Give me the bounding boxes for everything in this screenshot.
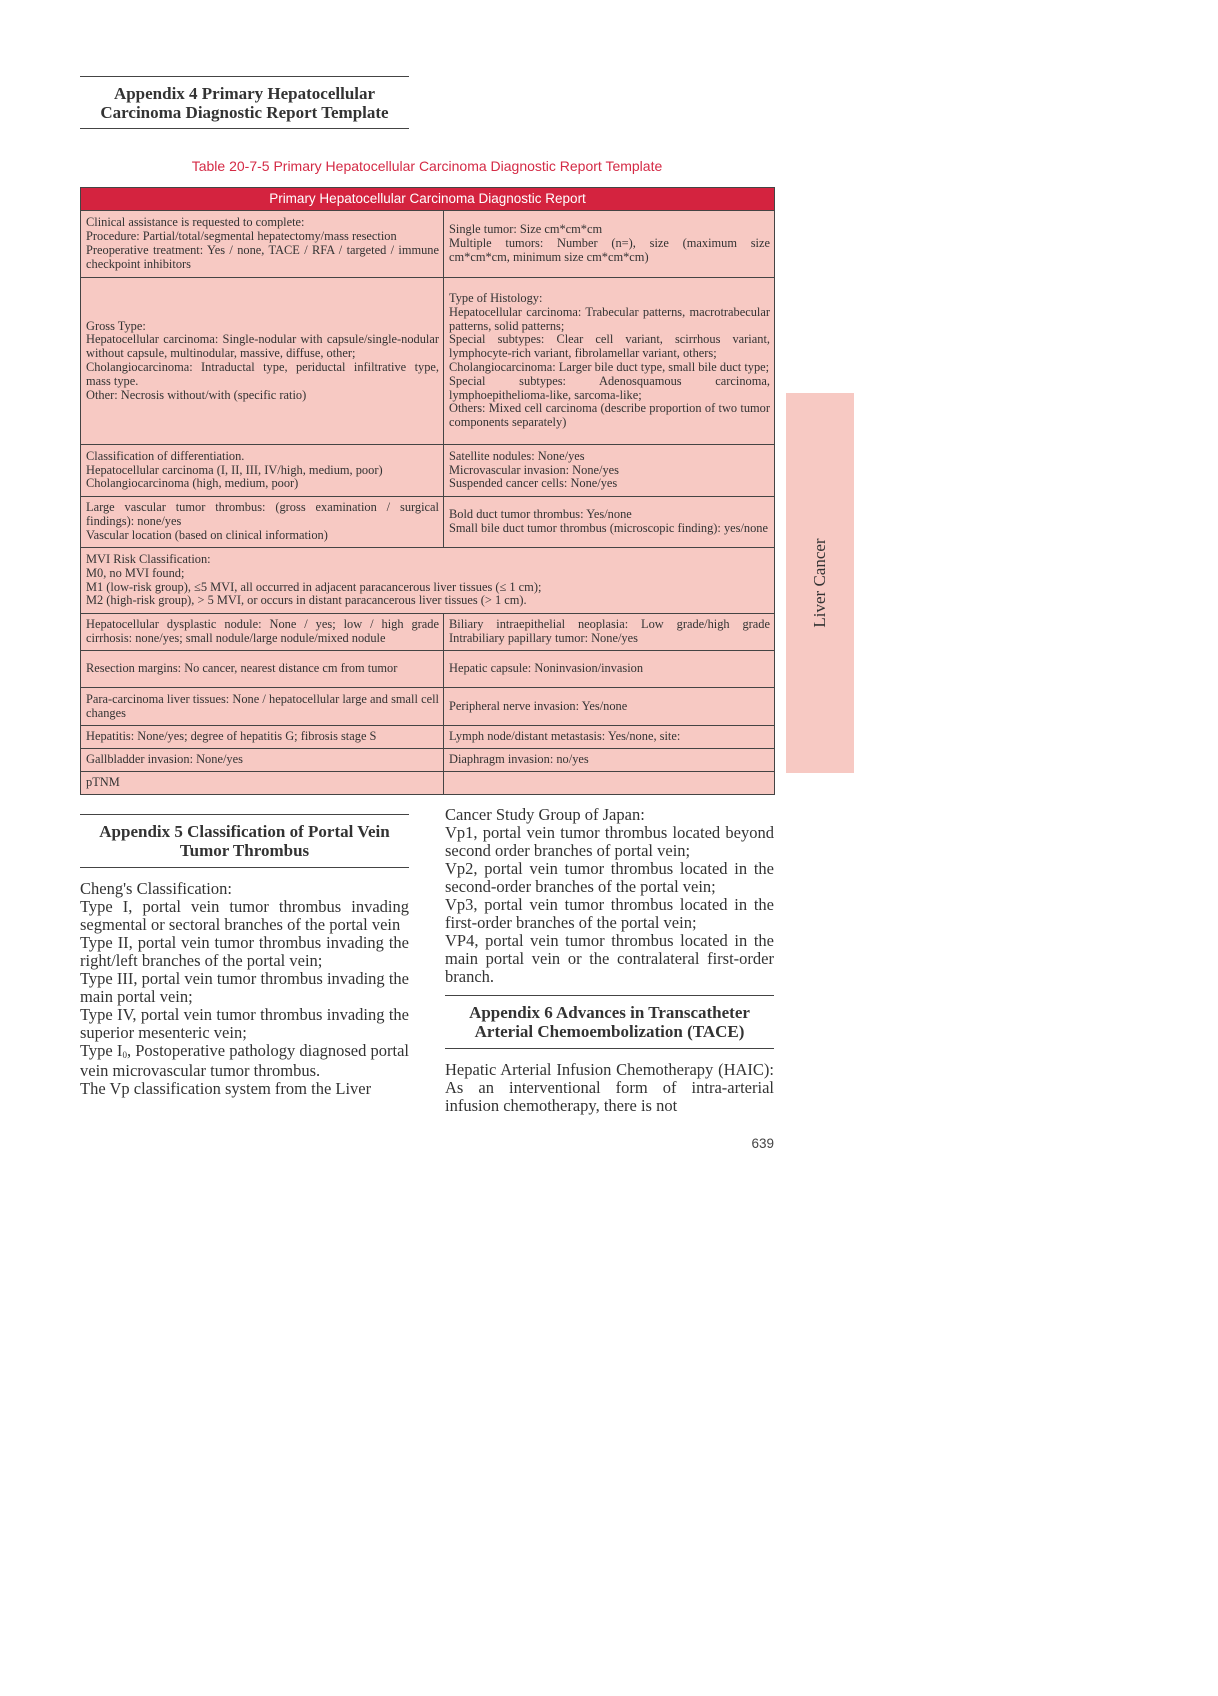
- paragraph-type-i0: [80, 1042, 409, 1080]
- cell-line: Bold duct tumor thrombus: Yes/none: [449, 507, 632, 522]
- table-row: [81, 497, 775, 548]
- cell-line: Cholangiocarcinoma: Larger bile duct type, small bile duct type;: [449, 360, 770, 374]
- cell-line: Procedure: Partial/total/segmental hepatectomy/mass resection: [86, 229, 397, 244]
- cell-line: Hepatocellular carcinoma (I, II, III, IV/high, medium, poor): [86, 462, 383, 477]
- appendix4-heading-line2: Carcinoma Diagnostic Report Template: [100, 102, 389, 122]
- paragraph: Hepatic Arterial Infusion Chemotherapy (HAIC): As an interventional form of intra-arterial infusion chemotherapy, there is not: [445, 1060, 774, 1115]
- table-cell: Hepatic capsule: Noninvasion/invasion: [444, 651, 775, 688]
- table-cell: [444, 211, 775, 278]
- table-row: [81, 749, 775, 772]
- appendix5-body-continued: [445, 806, 774, 986]
- paragraph: Vp1, portal vein tumor thrombus located beyond second order branches of portal vein;: [445, 823, 774, 860]
- cell-line: Vascular location (based on clinical information): [86, 527, 328, 542]
- table-row: [81, 614, 775, 651]
- paragraph: Type II, portal vein tumor thrombus invading the right/left branches of the portal vein;: [80, 933, 409, 970]
- diagnostic-report-table: [80, 187, 775, 795]
- table-row: [81, 445, 775, 497]
- appendix5-body: [80, 880, 409, 1098]
- appendix5-heading-line1: Appendix 5 Classification of Portal Vein: [99, 822, 390, 841]
- appendix6-heading-line1: Appendix 6 Advances in Transcatheter: [469, 1003, 750, 1022]
- cell-line: Preoperative treatment: Yes / none, TACE / RFA / targeted / immune checkpoint inhibitors: [86, 243, 439, 271]
- table-cell: [81, 211, 444, 278]
- cell-line: Others: Mixed cell carcinoma (describe proportion of two tumor components separately): [449, 401, 770, 430]
- cell-line: Large vascular tumor thrombus: (gross examination / surgical findings): none/yes: [86, 500, 439, 529]
- cell-line: Clinical assistance is requested to complete:: [86, 215, 305, 230]
- cell-line: Hepatocellular carcinoma: Single-nodular with capsule/single-nodular without capsule, multinodular, massive, diffuse, other;: [86, 332, 439, 361]
- table-row: [81, 651, 775, 688]
- paragraph: Vp2, portal vein tumor thrombus located in the second-order branches of the portal vein;: [445, 859, 774, 896]
- cell-line: Suspended cancer cells: None/yes: [449, 476, 618, 491]
- cell-line: M1 (low-risk group), ≤5 MVI, all occurred in adjacent paracancerous liver tissues (≤ 1 cm);: [86, 579, 542, 594]
- appendix6-heading-line2: Arterial Chemoembolization (TACE): [474, 1022, 745, 1041]
- table-cell-mvi: [81, 548, 775, 614]
- paragraph: VP4, portal vein tumor thrombus located in the main portal vein or the contralateral first-order branch.: [445, 931, 774, 986]
- table-caption: Table 20-7-5 Primary Hepatocellular Carcinoma Diagnostic Report Template: [191, 158, 663, 174]
- table-row: [81, 211, 775, 278]
- paragraph: Cheng's Classification:: [80, 879, 232, 898]
- table-cell: pTNM: [81, 772, 444, 795]
- paragraph: Type IV, portal vein tumor thrombus invading the superior mesenteric vein;: [80, 1005, 409, 1042]
- cell-line: Single tumor: Size cm*cm*cm: [449, 222, 603, 237]
- table-cell: [444, 278, 775, 445]
- appendix6-body: [445, 1061, 774, 1115]
- table-row: [81, 726, 775, 749]
- side-tab: [786, 393, 854, 773]
- paragraph: Vp3, portal vein tumor thrombus located in the first-order branches of the portal vein;: [445, 895, 774, 932]
- paragraph: Type III, portal vein tumor thrombus invading the main portal vein;: [80, 969, 409, 1006]
- table-cell: [444, 497, 775, 548]
- table-cell: Lymph node/distant metastasis: Yes/none, site:: [444, 726, 775, 749]
- table-row: [81, 688, 775, 726]
- table-cell: Para-carcinoma liver tissues: None / hepatocellular large and small cell changes: [81, 688, 444, 726]
- cell-line: Gross Type:: [86, 318, 146, 333]
- appendix5-heading: [80, 814, 409, 868]
- type-i0-text: , Postoperative pathology diagnosed portal vein microvascular tumor thrombus.: [80, 1041, 409, 1080]
- table-cell: [444, 772, 775, 795]
- table-cell: Gallbladder invasion: None/yes: [81, 749, 444, 772]
- cell-line: M0, no MVI found;: [86, 565, 185, 580]
- cell-line: MVI Risk Classification:: [86, 551, 211, 566]
- cell-line: Satellite nodules: None/yes: [449, 448, 585, 463]
- table-row: [81, 278, 775, 445]
- table-cell: [81, 497, 444, 548]
- cell-line: Other: Necrosis without/with (specific ratio): [86, 387, 307, 402]
- table-cell: Diaphragm invasion: no/yes: [444, 749, 775, 772]
- cell-line: Type of Histology:: [449, 291, 543, 306]
- side-tab-label: Liver Cancer: [810, 538, 829, 628]
- appendix6-heading: [445, 995, 774, 1049]
- cell-line: Microvascular invasion: None/yes: [449, 462, 619, 477]
- cell-line: Small bile duct tumor thrombus (microscopic finding): yes/none: [449, 521, 769, 535]
- table-cell: [444, 445, 775, 497]
- cell-line: M2 (high-risk group), > 5 MVI, or occurs in distant paracancerous liver tissues (> 1 cm).: [86, 593, 527, 608]
- appendix4-heading: [80, 76, 409, 129]
- appendix5-heading-line2: Tumor Thrombus: [179, 841, 310, 860]
- cell-line: Classification of differentiation.: [86, 448, 245, 463]
- table-row: [81, 772, 775, 795]
- table-row: [81, 548, 775, 614]
- cell-line: Cholangiocarcinoma: Intraductal type, periductal infiltrative type, mass type.: [86, 360, 439, 388]
- paragraph: Type I, portal vein tumor thrombus invading segmental or sectoral branches of the portal vein: [80, 897, 409, 934]
- table-cell: Resection margins: No cancer, nearest distance cm from tumor: [81, 651, 444, 688]
- table-cell: Peripheral nerve invasion: Yes/none: [444, 688, 775, 726]
- table-cell: Hepatitis: None/yes; degree of hepatitis G; fibrosis stage S: [81, 726, 444, 749]
- cell-line: Hepatocellular carcinoma: Trabecular patterns, macrotrabecular patterns, solid patterns;: [449, 304, 770, 333]
- paragraph: Cancer Study Group of Japan:: [445, 805, 645, 824]
- table-header: Primary Hepatocellular Carcinoma Diagnostic Report: [81, 188, 775, 211]
- appendix4-heading-line1: Appendix 4 Primary Hepatocellular: [113, 83, 376, 103]
- cell-line: Multiple tumors: Number (n=), size (maximum size cm*cm*cm, minimum size cm*cm*cm): [449, 236, 770, 264]
- table-cell: Hepatocellular dysplastic nodule: None / yes; low / high grade cirrhosis: none/yes; small nodule/large nodule/mixed nodule: [81, 614, 444, 651]
- page-number: 639: [751, 1136, 774, 1151]
- table-cell: Biliary intraepithelial neoplasia: Low grade/high grade Intrabiliary papillary tumor: None/yes: [444, 614, 775, 651]
- cell-line: Special subtypes: Clear cell variant, scirrhous variant, lymphocyte-rich variant, fibrolamellar variant, others;: [449, 332, 770, 361]
- paragraph: The Vp classification system from the Liver: [80, 1079, 372, 1098]
- cell-line: Special subtypes: Adenosquamous carcinoma, lymphoepithelioma-like, sarcoma-like;: [449, 373, 770, 402]
- cell-line: Cholangiocarcinoma (high, medium, poor): [86, 476, 299, 491]
- type-i0-prefix: Type I: [80, 1041, 123, 1060]
- table-cell: [81, 445, 444, 497]
- type-i0-subscript: 0: [122, 1050, 127, 1060]
- table-cell: [81, 278, 444, 445]
